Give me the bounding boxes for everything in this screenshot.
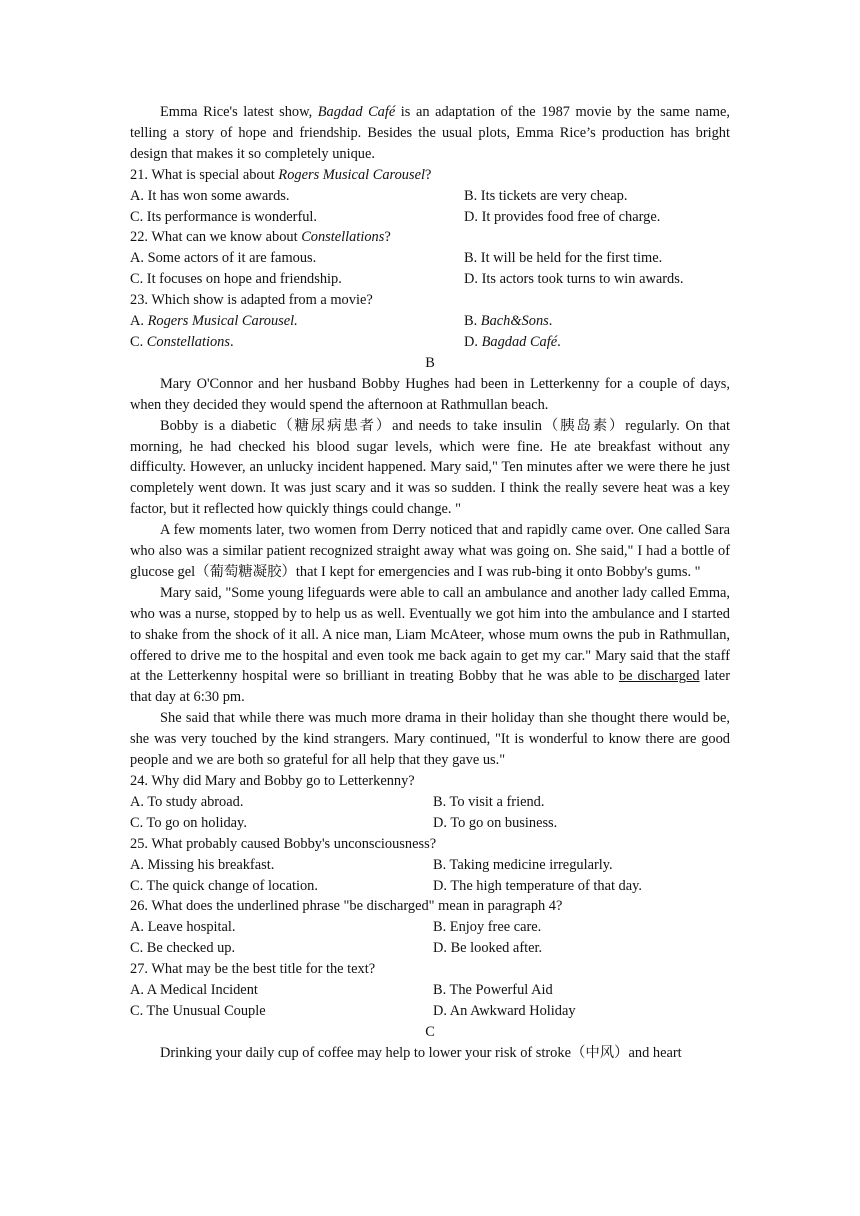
option-c: C. Be checked up. xyxy=(130,940,236,957)
intro-paragraph: Emma Rice's latest show, Bagdad Café is an adaptation of the 1987 movie by the same name, telling a story of hope and friendship. Besides the usual plots, Emma Rice’s production has bright design that makes it so completely unique. xyxy=(130,104,731,162)
underlined-phrase: be discharged xyxy=(618,668,700,685)
question-26-options xyxy=(130,917,730,959)
option-c: C. Its performance is wonderful. xyxy=(130,208,318,225)
passage-b-paragraph-5: She said that while there was much more drama in their holiday than she thought there would be, she was very touched by the kind strangers. Mary continued, "It is wonderful to know there are good people and we are both so grateful for all help that they gave us." xyxy=(130,710,730,769)
option-d: D. To go on business. xyxy=(433,814,558,831)
question-23-options xyxy=(130,311,730,353)
option-b: B. To visit a friend. xyxy=(433,793,545,810)
option-b: B. Taking medicine irregularly. xyxy=(433,856,613,873)
option-a: A. To study abroad. xyxy=(130,793,244,810)
option-b: B. Bach&Sons. xyxy=(464,313,553,330)
question-27-options xyxy=(130,980,730,1022)
option-d: D. Its actors took turns to win awards. xyxy=(464,271,684,288)
option-c: C. Constellations. xyxy=(130,333,234,350)
question-25: 25. What probably caused Bobby's unconsciousness? xyxy=(130,835,437,852)
option-d: D. It provides food free of charge. xyxy=(464,208,661,225)
option-c: C. To go on holiday. xyxy=(130,814,247,831)
option-d: D. Be looked after. xyxy=(433,940,543,957)
question-26: 26. What does the underlined phrase "be discharged" mean in paragraph 4? xyxy=(130,898,563,915)
option-a: A. Rogers Musical Carousel. xyxy=(130,313,298,330)
document-page xyxy=(130,102,730,1064)
question-22-options xyxy=(130,248,730,290)
question-21-options xyxy=(130,186,730,228)
option-a: A. Missing his breakfast. xyxy=(130,856,275,873)
question-22: 22. What can we know about Constellations? xyxy=(130,229,391,246)
section-heading-c: C xyxy=(425,1023,435,1040)
passage-b-paragraph-1: Mary O'Connor and her husband Bobby Hughes had been in Letterkenny for a couple of days, when they decided they would spend the afternoon at Rathmullan beach. xyxy=(130,375,730,413)
option-a: A. Some actors of it are famous. xyxy=(130,250,317,267)
passage-c-paragraph-1: Drinking your daily cup of coffee may help to lower your risk of stroke（中风）and heart xyxy=(160,1044,682,1061)
option-c: C. The quick change of location. xyxy=(130,877,318,894)
passage-b-paragraph-3: A few moments later, two women from Derry noticed that and rapidly came over. One called Sara who also was a similar patient recognized straight away what was going on. She said," I had a bottle of glucose gel（葡萄糖凝胶）that I kept for emergencies and I was rub-bing it onto Bobby's gums. " xyxy=(130,522,730,580)
question-27: 27. What may be the best title for the text? xyxy=(130,961,376,978)
question-21: 21. What is special about Rogers Musical Carousel? xyxy=(130,166,432,183)
question-24-options xyxy=(130,792,730,834)
option-d: D. The high temperature of that day. xyxy=(433,877,642,894)
option-c: C. The Unusual Couple xyxy=(130,1002,266,1019)
option-c: C. It focuses on hope and friendship. xyxy=(130,271,342,288)
option-b: B. The Powerful Aid xyxy=(433,982,553,999)
section-heading-b: B xyxy=(425,354,435,371)
option-a: A. A Medical Incident xyxy=(130,982,258,999)
option-a: A. Leave hospital. xyxy=(130,919,236,936)
option-d: D. Bagdad Café. xyxy=(464,333,561,350)
option-d: D. An Awkward Holiday xyxy=(433,1002,576,1019)
question-25-options xyxy=(130,855,730,897)
question-23: 23. Which show is adapted from a movie? xyxy=(130,292,373,309)
passage-b-paragraph-4: Mary said, "Some young lifeguards were able to call an ambulance and another lady called Emma, who was a nurse, stopped by to help us as well. Eventually we got him into the ambulance and I started to shake from the shock of it all. A nice man, Liam McAteer, whose mum owns the pub in Rathmullan, offered to drive me to the hospital and even took me back again to get my car." Mary said that the staff at the Letterkenny hospital were so brilliant in treating Bobby that he was able to be discharged later that day at 6:30 pm. xyxy=(130,584,730,706)
option-a: A. It has won some awards. xyxy=(130,187,290,204)
show-title: Bagdad Café xyxy=(317,104,396,120)
question-24: 24. Why did Mary and Bobby go to Letterkenny? xyxy=(130,773,415,789)
option-b: B. It will be held for the first time. xyxy=(464,250,663,267)
option-b: B. Its tickets are very cheap. xyxy=(464,187,628,204)
passage-b-paragraph-2: Bobby is a diabetic（糖尿病患者）and needs to take insulin（胰岛素）regularly. On that morning, he had checked his blood sugar levels, which were fine. He ate breakfast without any difficulty. However, an unlucky incident happened. Mary said," Ten minutes after we were there he just completely went down. It was just scary and it was so sudden. I think the really severe heat was a key factor, but it reflected how quickly things could change. " xyxy=(130,417,730,518)
option-b: B. Enjoy free care. xyxy=(433,919,542,936)
